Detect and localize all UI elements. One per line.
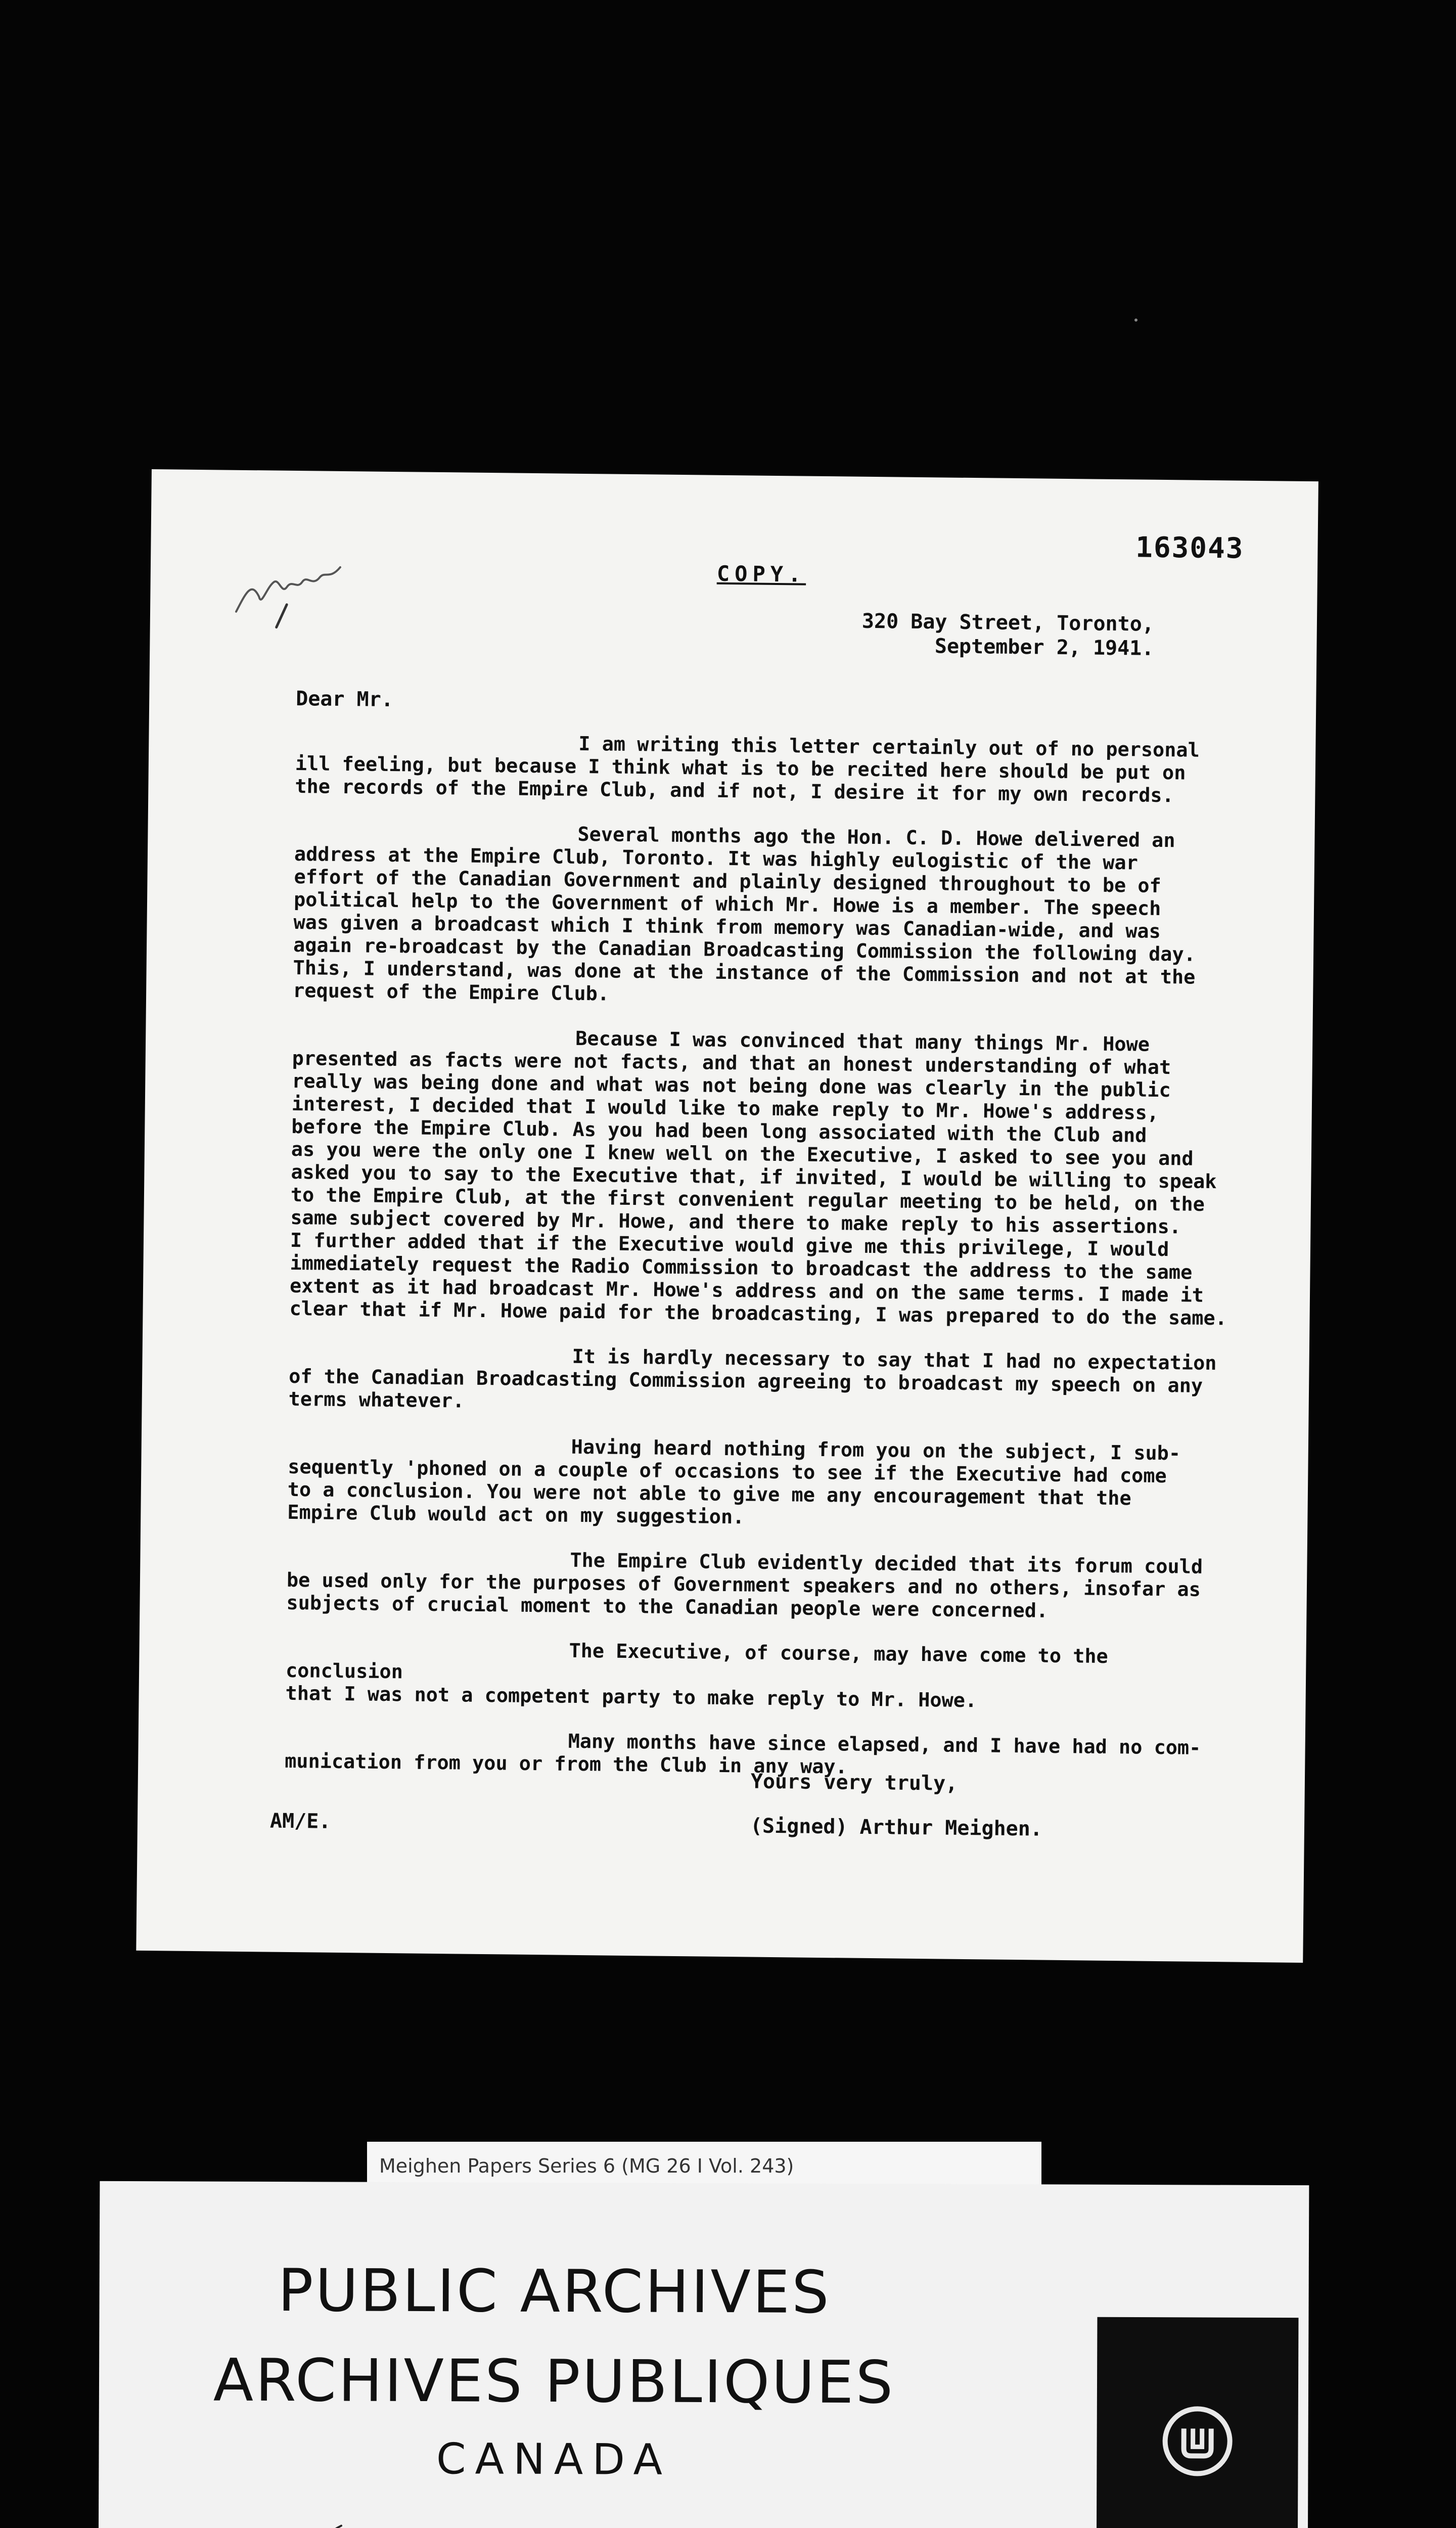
paragraph: Many months have since elapsed, and I have had no com- munication from you or from the Club in any way. <box>285 1730 1201 1779</box>
paragraph: It is hardly necessary to say that I had no expectation of the Canadian Broadcasting Commission agreeing to broadcast my speech on any terms whatever. <box>288 1345 1217 1413</box>
paragraph: Having heard nothing from you on the subject, I sub- sequently 'phoned on a couple of occasions to see if the Executive had come to a conclusion. You were not able to give me any encouragement that the Empire Club would act on my suggestion. <box>287 1435 1181 1529</box>
archives-stamp-card <box>99 2181 1309 2528</box>
emblem-panel <box>1097 2317 1299 2528</box>
address-date: September 2, 1941. <box>934 635 1154 660</box>
typist-initials: AM/E. <box>269 1809 331 1833</box>
letter-page <box>136 469 1318 1963</box>
sender-address <box>861 609 1154 661</box>
address-street: 320 Bay Street, Toronto, <box>861 609 1155 636</box>
series-label-text: Meighen Papers Series 6 (MG 26 I Vol. 243) <box>379 2155 794 2177</box>
paragraph: Several months ago the Hon. C. D. Howe delivered an address at the Empire Club, Toronto. It was highly eulogistic of the war effort of the Canadian Government and plainly designed throughout to be of political help to the Government of which Mr. Howe is a member. The speech was given a broadcast which I think from memory was Canadian-wide, and was again re-broadcast by the Canadian Broadcasting Commission the following day. This, I understand, was done at the instance of the Commission and not at the request of the Empire Club. <box>292 823 1196 1006</box>
stamp-line-public-archives: PUBLIC ARCHIVES <box>278 2256 831 2327</box>
salutation: Dear Mr. <box>296 687 394 712</box>
stamp-line-canada: CANADA <box>436 2434 672 2485</box>
paragraph: The Empire Club evidently decided that its forum could be used only for the purposes of Government speakers and no others, insofar as subjects of crucial moment to the Canadian people were concerned. <box>286 1549 1203 1622</box>
letter-body <box>285 730 1236 1804</box>
signature: (Signed) Arthur Meighen. <box>750 1814 1043 1841</box>
paragraph: I am writing this letter certainly out of no personal ill feeling, but because I think what is to be recited here should be put on the records of the Empire Club, and if not, I desire it for my own records. <box>295 732 1200 807</box>
dust-speck <box>1134 319 1138 322</box>
handwritten-annotation <box>231 551 348 638</box>
paragraph: Because I was convinced that many things Mr. Howe presented as facts were not facts, and that an honest understanding of what really was being done and what was not being done was clearly in the public interest, I decided that I would like to make reply to Mr. Howe's address, before the Empire Club. As you had been long associated with the Club and as you were the only one I knew well on the Executive, I asked to see you and asked you to say to the Executive that, if invited, I would be willing to speak to the Empire Club, at the first convenient regular meeting to be held, on the same subject covered by Mr. Howe, and there to make reply to his assertions. I further added that if the Executive would give me this privilege, I would immediately request the Radio Commission to broadcast the address to the same extent as it had broadcast Mr. Howe's address and on the same terms. I made it clear that if Mr. Howe paid for the broadcasting, I was prepared to do the same. <box>289 1027 1227 1330</box>
pen-stroke-mark <box>230 2505 402 2528</box>
stamp-line-archives-publiques: ARCHIVES PUBLIQUES <box>213 2346 895 2417</box>
series-label <box>367 2142 1041 2188</box>
closing: Yours very truly, <box>750 1770 958 1795</box>
paragraph: The Executive, of course, may have come to the conclusion that I was not a competent party to make reply to Mr. Howe. <box>285 1639 1108 1712</box>
copy-heading: COPY. <box>716 561 806 587</box>
archives-emblem-icon <box>1159 2403 1236 2479</box>
document-number: 163043 <box>1135 531 1244 565</box>
